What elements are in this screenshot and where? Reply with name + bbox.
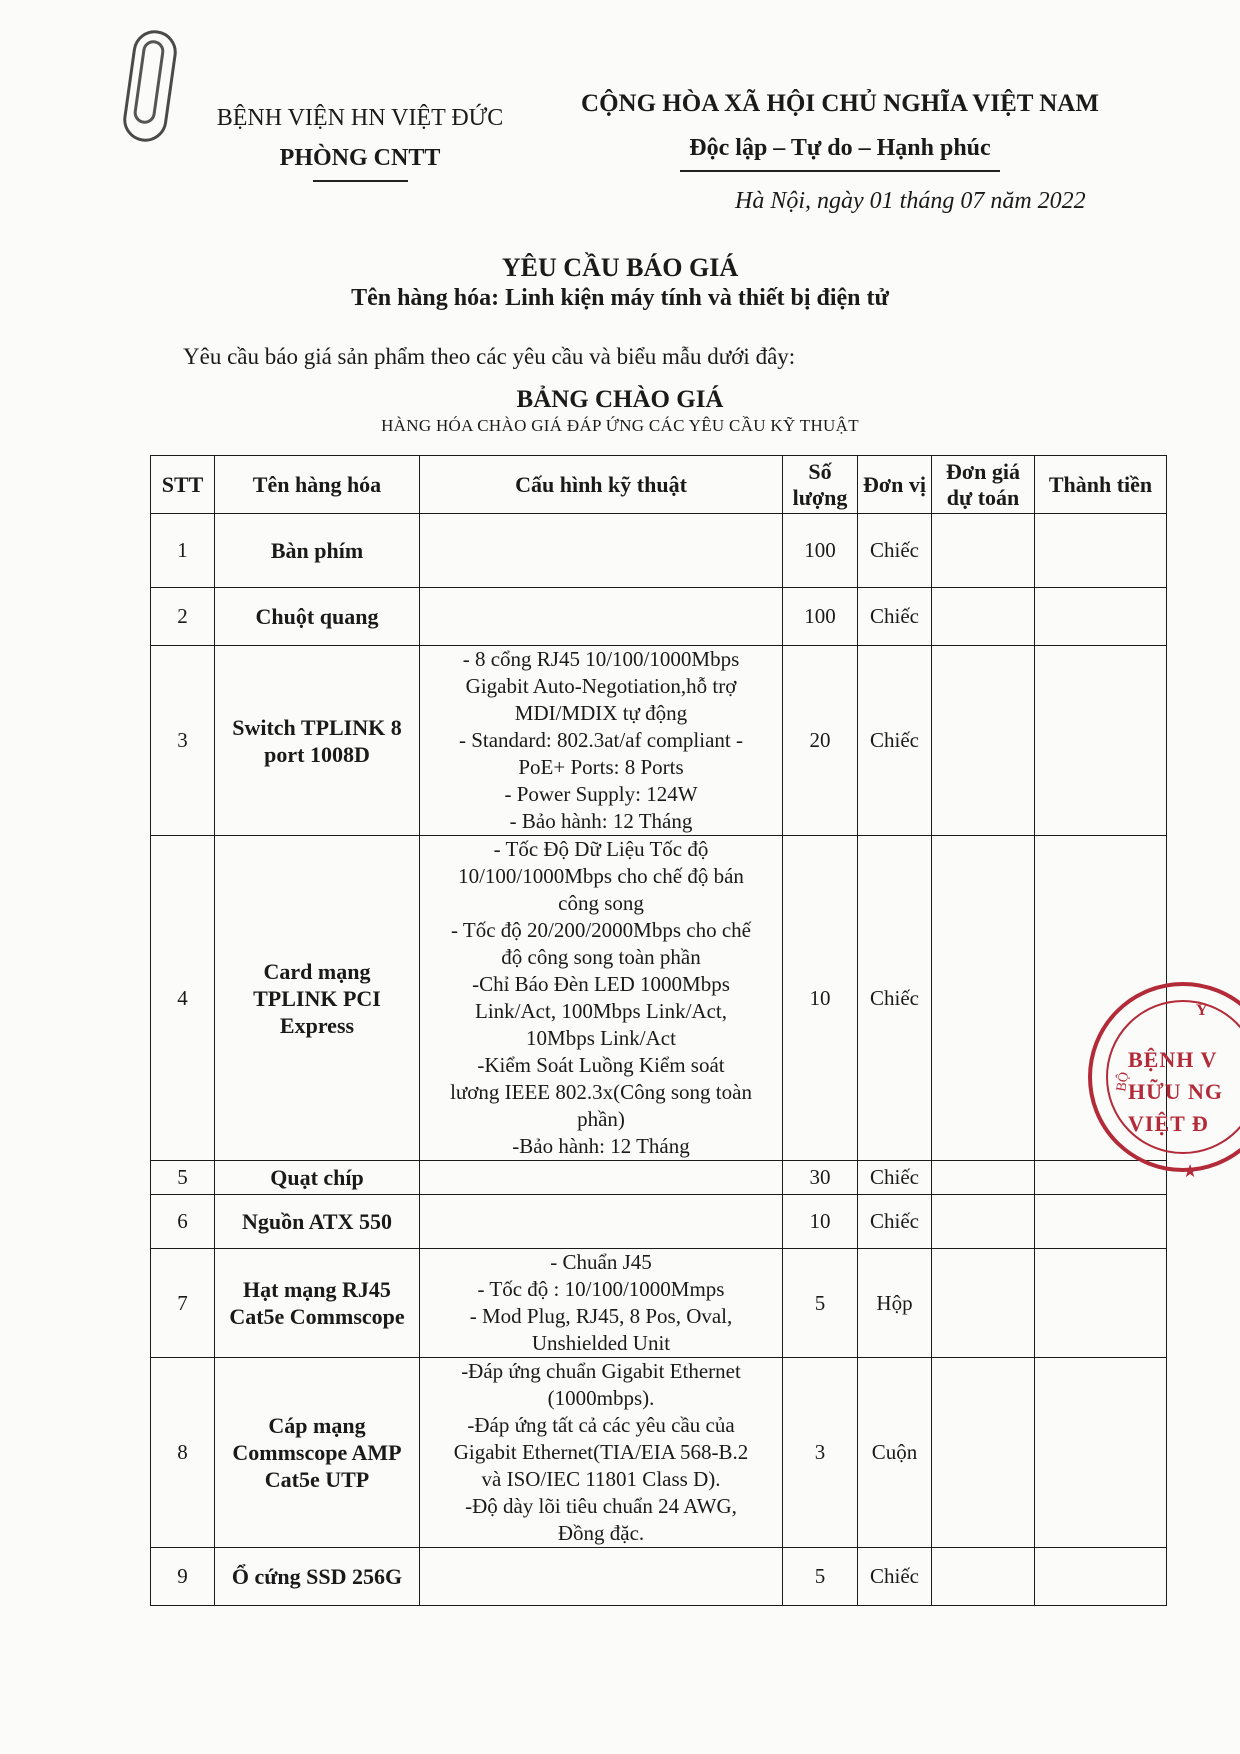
stt-cell: 7 [151, 1249, 215, 1358]
spec-cell [420, 1249, 783, 1358]
spec-line: -Bảo hành: 12 Tháng [512, 1134, 690, 1158]
spec-line: - Standard: 802.3at/af compliant - [458, 728, 743, 752]
spec-line: -Độ dày lõi tiêu chuẩn 24 AWG, [465, 1494, 737, 1518]
spec-cell [420, 1161, 783, 1195]
table-row [151, 1548, 1167, 1606]
spec-line: MDI/MDIX tự động [514, 701, 688, 725]
quantity-cell: 3 [783, 1358, 858, 1548]
unit-cell: Chiếc [858, 646, 932, 836]
unit-cell: Chiếc [858, 836, 932, 1161]
spec-line: phần) [577, 1107, 625, 1131]
unit-price-cell [932, 1358, 1035, 1548]
total-cell [1035, 514, 1167, 588]
stt-cell: 5 [151, 1161, 215, 1195]
spec-line: - Tốc độ 20/200/2000Mbps cho chế [451, 918, 751, 942]
seal-text [1128, 1044, 1223, 1140]
seal-top-text: Y [1196, 1002, 1208, 1019]
unit-cell: Cuộn [858, 1358, 932, 1548]
spec-line: Gigabit Ethernet(TIA/EIA 568-B.2 [453, 1440, 749, 1464]
table-row [151, 514, 1167, 588]
item-name-cell: Card mạng TPLINK PCI Express [215, 836, 420, 1161]
table-subtitle: HÀNG HÓA CHÀO GIÁ ĐÁP ỨNG CÁC YÊU CẦU KỸ THUẬT [381, 416, 859, 435]
unit-price-cell [932, 646, 1035, 836]
column-header: Cấu hình kỹ thuật [420, 456, 783, 514]
spec-line: - Power Supply: 124W [504, 782, 698, 806]
stt-cell: 1 [151, 514, 215, 588]
spec-line: - 8 cổng RJ45 10/100/1000Mbps [462, 647, 740, 671]
quantity-cell: 5 [783, 1548, 858, 1606]
quantity-cell: 30 [783, 1161, 858, 1195]
stt-cell: 4 [151, 836, 215, 1161]
spec-line: PoE+ Ports: 8 Ports [518, 755, 684, 779]
spec-cell [420, 646, 783, 836]
unit-price-cell [932, 1249, 1035, 1358]
unit-cell: Chiếc [858, 588, 932, 646]
spec-line: - Bảo hành: 12 Tháng [509, 809, 693, 833]
quantity-cell: 10 [783, 836, 858, 1161]
spec-line: Link/Act, 100Mbps Link/Act, [475, 999, 727, 1023]
stt-cell: 3 [151, 646, 215, 836]
item-name-cell: Nguồn ATX 550 [215, 1195, 420, 1249]
total-cell [1035, 1161, 1167, 1195]
quotation-table [150, 455, 1167, 1606]
quantity-cell: 20 [783, 646, 858, 836]
table-row [151, 646, 1167, 836]
national-motto: Độc lập – Tự do – Hạnh phúc [689, 135, 991, 161]
spec-line: - Mod Plug, RJ45, 8 Pos, Oval, [469, 1304, 733, 1328]
column-header: STT [151, 456, 215, 514]
table-title: BẢNG CHÀO GIÁ [516, 386, 724, 413]
spec-line: -Kiểm Soát Luồng Kiểm soát [477, 1053, 725, 1077]
total-cell [1035, 588, 1167, 646]
goods-name: Tên hàng hóa: Linh kiện máy tính và thiết bị điện tử [351, 285, 889, 311]
quantity-cell: 100 [783, 514, 858, 588]
spec-line: lương IEEE 802.3x(Công song toàn [450, 1080, 752, 1104]
intro-text: Yêu cầu báo giá sản phẩm theo các yêu cầu và biểu mẫu dưới đây: [183, 344, 796, 369]
stt-cell: 6 [151, 1195, 215, 1249]
document-date: Hà Nội, ngày 01 tháng 07 năm 2022 [735, 188, 1086, 214]
spec-line: 10Mbps Link/Act [526, 1026, 676, 1050]
item-name-cell: Ổ cứng SSD 256G [215, 1548, 420, 1606]
hospital-name: BỆNH VIỆN HN VIỆT ĐỨC [216, 105, 504, 131]
item-name-cell: Switch TPLINK 8 port 1008D [215, 646, 420, 836]
spec-line: (1000mbps). [547, 1386, 655, 1410]
unit-cell: Chiếc [858, 1195, 932, 1249]
seal-side-text: BỘ [1114, 1071, 1133, 1093]
item-name-cell: Bàn phím [215, 514, 420, 588]
total-cell [1035, 1195, 1167, 1249]
table-row [151, 1161, 1167, 1195]
seal-star-icon: ★ [1182, 1161, 1199, 1181]
spec-line: và ISO/IEC 11801 Class D). [481, 1467, 721, 1491]
unit-cell: Chiếc [858, 1548, 932, 1606]
spec-line: -Đáp ứng chuẩn Gigabit Ethernet [461, 1359, 741, 1383]
stt-cell: 2 [151, 588, 215, 646]
table-header-row [151, 456, 1167, 514]
document-title: YÊU CẦU BÁO GIÁ [501, 253, 739, 282]
motto-underline [680, 170, 1000, 172]
department-underline [313, 180, 408, 182]
spec-line: 10/100/1000Mbps cho chế độ bán [458, 864, 744, 888]
quantity-cell: 10 [783, 1195, 858, 1249]
spec-line: - Tốc Độ Dữ Liệu Tốc độ [493, 837, 709, 861]
quantity-cell: 5 [783, 1249, 858, 1358]
column-header: Đơn giá dự toán [932, 456, 1035, 514]
column-header: Tên hàng hóa [215, 456, 420, 514]
unit-cell: Hộp [858, 1249, 932, 1358]
unit-cell: Chiếc [858, 514, 932, 588]
spec-line: Đồng đặc. [557, 1521, 645, 1545]
national-header [565, 82, 1115, 172]
item-name-cell: Chuột quang [215, 588, 420, 646]
unit-cell: Chiếc [858, 1161, 932, 1195]
spec-line: - Tốc độ : 10/100/1000Mmps [477, 1277, 725, 1301]
column-header: Số lượng [783, 456, 858, 514]
table-row [151, 588, 1167, 646]
total-cell [1035, 1548, 1167, 1606]
quantity-cell: 100 [783, 588, 858, 646]
table-row [151, 1358, 1167, 1548]
total-cell [1035, 1249, 1167, 1358]
spec-line: công song [558, 891, 644, 915]
seal-line: BỆNH V [1128, 1047, 1218, 1072]
spec-cell [420, 836, 783, 1161]
stt-cell: 9 [151, 1548, 215, 1606]
spec-line: -Đáp ứng tất cả các yêu cầu của [467, 1413, 735, 1437]
table-row [151, 836, 1167, 1161]
spec-line: -Chỉ Báo Đèn LED 1000Mbps [472, 972, 730, 996]
unit-price-cell [932, 1548, 1035, 1606]
spec-line: độ công song toàn phần [501, 945, 701, 969]
total-cell [1035, 646, 1167, 836]
unit-price-cell [932, 836, 1035, 1161]
item-name-cell: Cáp mạng Commscope AMP Cat5e UTP [215, 1358, 420, 1548]
item-name-cell: Hạt mạng RJ45 Cat5e Commscope [215, 1249, 420, 1358]
stt-cell: 8 [151, 1358, 215, 1548]
spec-line: Gigabit Auto-Negotiation,hỗ trợ [465, 674, 737, 698]
spec-line: Unshielded Unit [531, 1331, 671, 1355]
column-header: Thành tiền [1035, 456, 1167, 514]
unit-price-cell [932, 1161, 1035, 1195]
department-name: PHÒNG CNTT [279, 145, 441, 171]
spec-line: - Chuẩn J45 [550, 1250, 652, 1274]
table-row [151, 1195, 1167, 1249]
total-cell [1035, 1358, 1167, 1548]
unit-price-cell [932, 514, 1035, 588]
unit-price-cell [932, 1195, 1035, 1249]
nation-title: CỘNG HÒA XÃ HỘI CHỦ NGHĨA VIỆT NAM [581, 90, 1099, 117]
spec-cell [420, 1195, 783, 1249]
organization-header [205, 98, 515, 182]
spec-cell [420, 514, 783, 588]
item-name-cell: Quạt chíp [215, 1161, 420, 1195]
spec-cell [420, 1358, 783, 1548]
unit-price-cell [932, 588, 1035, 646]
table-row [151, 1249, 1167, 1358]
seal-line: HỮU NG [1128, 1079, 1224, 1104]
seal-line: VIỆT Đ [1128, 1111, 1209, 1136]
column-header: Đơn vị [858, 456, 932, 514]
spec-cell [420, 1548, 783, 1606]
spec-cell [420, 588, 783, 646]
